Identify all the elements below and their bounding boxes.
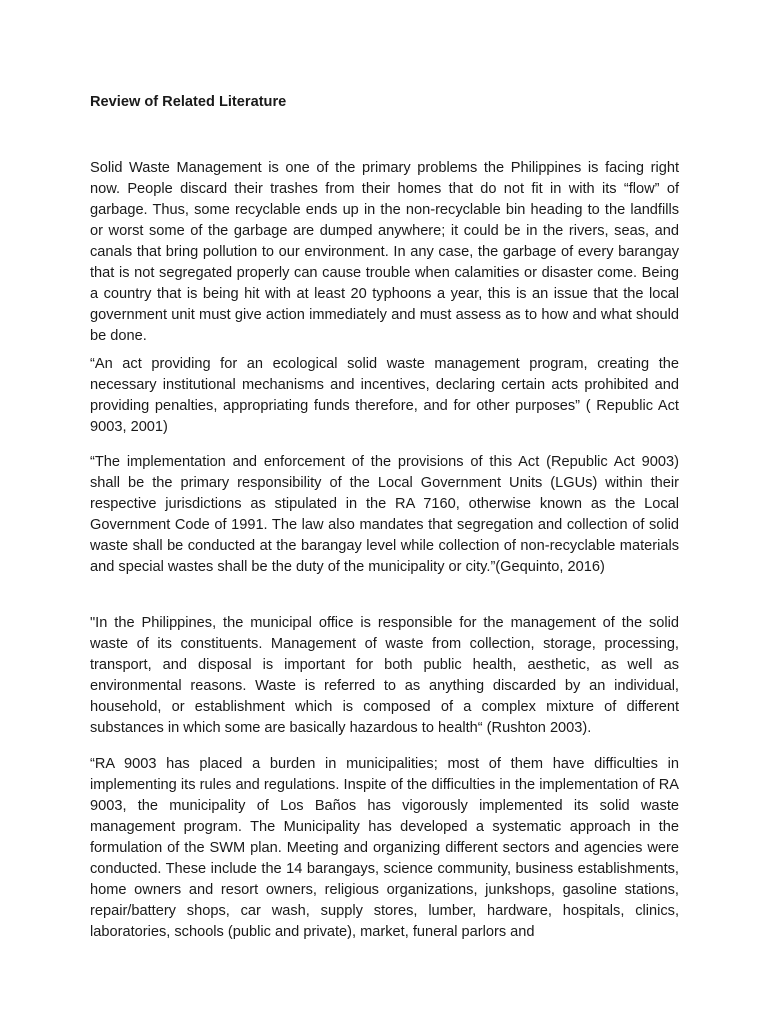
paragraph-los-banos: “RA 9003 has placed a burden in municipalities; most of them have difficulties in implementing its rules and regulations. Inspite of the difficulties in the implementation of RA 9003, the municipality of Los Baños has vigorously implemented its solid waste management program. The Municipality has developed a systematic approach in the formulation of the SWM plan. Meeting and organizing different sectors and agencies were conducted. These include the 14 barangays, science community, business establishments, home owners and resort owners, religious organizations, junkshops, gasoline stations, repair/battery shops, car wash, supply stores, lumber, hardware, hospitals, clinics, laboratories, schools (public and private), market, funeral parlors and [90,756,679,940]
paragraph-municipal-office: "In the Philippines, the municipal office is responsible for the management of the solid waste of its constituents. Management of waste from collection, storage, processing, transport, and disposal is important for both public health, aesthetic, as well as environmental reasons. Waste is referred to as anything discarded by an individual, household, or establishment which is composed of a complex mixture of different substances in which some are basically hazardous to health“ (Rushton 2003). [90,615,679,736]
document-page [90,0,679,1024]
document-heading: Review of Related Literature [90,94,287,110]
paragraph-intro: Solid Waste Management is one of the primary problems the Philippines is facing right now. People discard their trashes from their homes that do not fit in with its “flow” of garbage. Thus, some recyclable ends up in the non-recyclable bin heading to the landfills or worst some of the garbage are dumped anywhere; it could be in the rivers, seas, and canals that bring pollution to our environment. In any case, the garbage of every barangay that is not segregated properly can cause trouble when calamities or disaster come. Being a country that is being hit with at least 20 typhoons a year, this is an issue that the local government unit must give action immediately and must assess as to how and what should be done. [90,160,679,344]
paragraph-ra9003-quote: “An act providing for an ecological solid waste management program, creating the necessary institutional mechanisms and incentives, declaring certain acts prohibited and providing penalties, appropriating funds therefore, and for other purposes” ( Republic Act 9003, 2001) [90,356,679,435]
paragraph-implementation-quote: “The implementation and enforcement of the provisions of this Act (Republic Act 9003) shall be the primary responsibility of the Local Government Units (LGUs) within their respective jurisdictions as stipulated in the RA 7160, otherwise known as the Local Government Code of 1991. The law also mandates that segregation and collection of solid waste shall be conducted at the barangay level while collection of non-recyclable materials and special wastes shall be the duty of the municipality or city.”(Gequinto, 2016) [90,454,679,575]
